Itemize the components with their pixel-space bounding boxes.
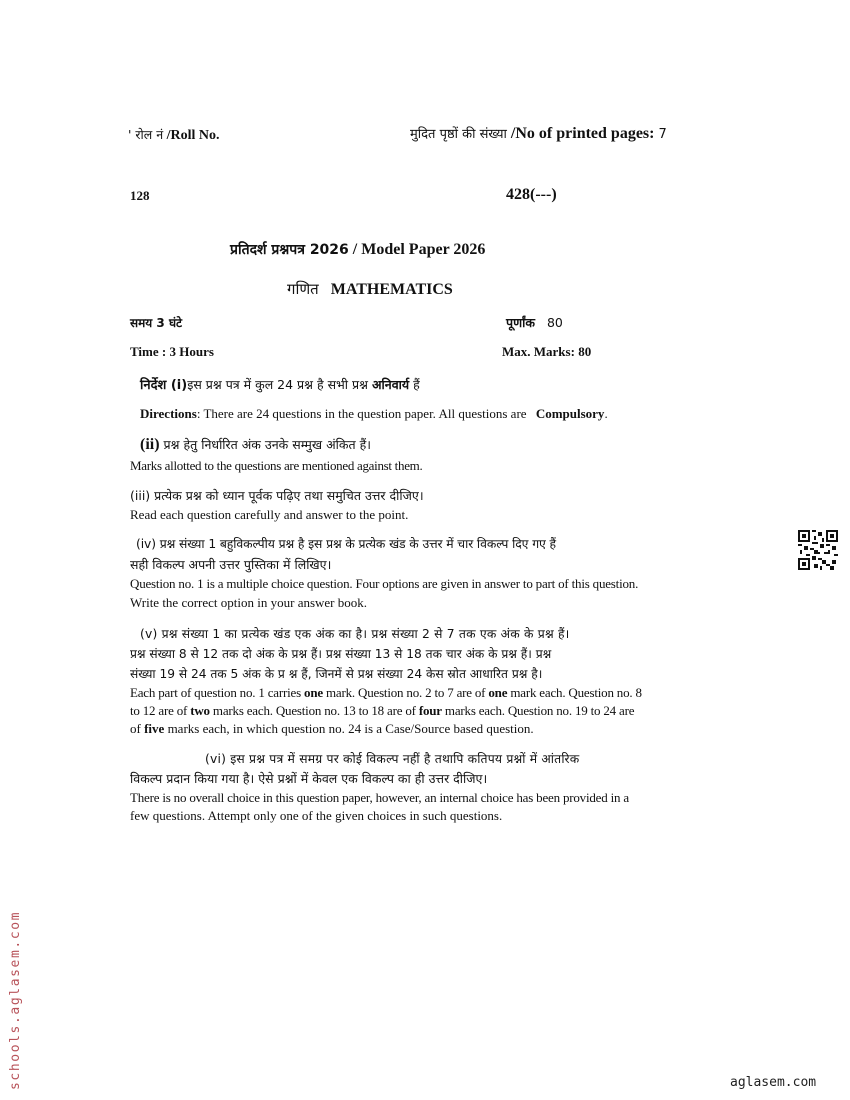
directions-text: : There are 24 questions in the question paper. All questions are [196,406,527,421]
printed-pages-hindi: मुदित पृष्ठों की संख्या [410,127,507,142]
instruction-vi-hindi-1: (vi) इस प्रश्न पत्र में समग्र पर कोई विकल्प नहीं है तथापि कतिपय प्रश्नों में आंतरिक [205,752,580,766]
subject-en: MATHEMATICS [330,281,453,298]
instruction-v-en-3 [130,721,534,737]
right-watermark: aglasem.com [730,1075,817,1090]
roll-no-en: /Roll No. [166,128,220,143]
instruction-iv-hindi-1: (iv) प्रश्न संख्या 1 बहुविकल्पीय प्रश्न है इस प्रश्न के प्रत्येक खंड के उत्तर में चार विकल्प दिए गए हैं [136,537,556,551]
printed-pages-count: 7 [658,127,667,142]
printed-pages-en: /No of printed pages: [510,125,655,142]
paper-code-left: 128 [130,188,150,203]
marks-hindi [506,314,563,332]
instruction-iii-en: Read each question carefully and answer to the point. [130,507,409,522]
instruction-i-hindi [140,375,420,394]
subject-hindi: गणित [287,280,319,298]
instruction-vi-en-1: There is no overall choice in this question paper, however, an internal choice has been provided in a [130,790,629,805]
instruction-v-en-1 [130,685,642,701]
v-en-3a: of [130,721,141,736]
instruction-i-en [140,406,608,422]
v-en-1-bold1: one [304,685,323,700]
directions-bold: Compulsory [535,406,605,421]
marks-en-label: Max. Marks: [502,344,575,359]
model-paper-title [230,240,485,259]
instruction-iv-en-2: Write the correct option in your answer book. [130,595,368,610]
subject-title [287,279,453,299]
instruction-ii-label: (ii) [140,436,160,453]
instruction-ii-hindi [140,436,371,454]
v-en-3b: marks each, in which question no. 24 is a Case/Source based question. [167,721,534,736]
v-en-2a: to 12 are of [130,703,188,718]
time-hindi: समय 3 घंटे [130,316,183,330]
instruction-i-text: इस प्रश्न पत्र में कुल 24 प्रश्न है सभी प्रश्न [187,377,368,392]
model-paper-hindi: प्रतिदर्श प्रश्नपत्र 2026 [230,242,349,258]
marks-en [502,344,591,360]
v-en-2b: marks each. Question no. 13 to 18 are of [212,703,416,718]
marks-hindi-value: 80 [546,315,563,330]
roll-no-hindi: ' रोल नं [128,127,164,142]
instruction-i-bold: अनिवार्य [371,377,410,392]
instruction-v-hindi-3: संख्या 19 से 24 तक 5 अंक के प्र श्न हैं, जिनमें से प्रश्न संख्या 24 केस स्रोत आधारित प्रश्न है। [130,667,543,681]
instruction-iv-hindi-2: सही विकल्प अपनी उत्तर पुस्तिका में लिखिए। [130,557,332,572]
directions-end: . [604,406,608,421]
instruction-iii-hindi: (iii) प्रत्येक प्रश्न को ध्यान पूर्वक पढ़िए तथा समुचित उत्तर दीजिए। [130,488,424,503]
paper-code-right: 428(---) [506,186,557,203]
instruction-v-hindi-1: (v) प्रश्न संख्या 1 का प्रत्येक खंड एक अंक का है। प्रश्न संख्या 2 से 7 तक एक अंक के प्रश्न हैं। [140,627,570,641]
model-paper-en: / Model Paper 2026 [352,241,486,258]
marks-en-value: 80 [578,344,592,359]
marks-hindi-label: पूर्णांक [506,315,535,330]
instruction-ii-text: प्रश्न हेतु निर्धारित अंक उनके सम्मुख अंकित हैं। [163,437,371,452]
instruction-ii-en: Marks allotted to the questions are mentioned against them. [130,458,423,473]
v-en-1-bold2: one [488,685,508,700]
v-en-2-bold2: four [418,703,442,718]
instruction-vi-en-2: few questions. Attempt only one of the given choices in such questions. [130,808,503,823]
roll-no-label [128,126,220,144]
qr-code-icon [798,530,838,570]
v-en-3-bold: five [144,721,165,736]
instruction-i-end: हैं [413,377,420,392]
left-watermark: schools.aglasem.com [8,910,23,1090]
instruction-i-label: निर्देश (i) [140,378,188,393]
printed-pages-label [410,124,667,143]
v-en-1b: mark. Question no. 2 to 7 are of [326,685,486,700]
instruction-vi-hindi-2: विकल्प प्रदान किया गया है। ऐसे प्रश्नों में केवल एक विकल्प का ही उत्तर दीजिए। [130,771,488,786]
time-en: Time : 3 Hours [130,344,214,359]
instruction-v-hindi-2: प्रश्न संख्या 8 से 12 तक दो अंक के प्रश्न हैं। प्रश्न संख्या 13 से 18 तक चार अंक के प्रश्न हैं। प्रश्न [130,647,552,661]
instruction-iv-en-1: Question no. 1 is a multiple choice question. Four options are given in answer to part of this question. [130,576,639,591]
v-en-1a: Each part of question no. 1 carries [130,685,301,700]
directions-label: Directions [140,406,197,421]
v-en-2c: marks each. Question no. 19 to 24 are [444,703,635,718]
v-en-1c: mark each. Question no. 8 [510,685,642,700]
v-en-2-bold1: two [190,703,210,718]
instruction-v-en-2 [130,703,634,719]
